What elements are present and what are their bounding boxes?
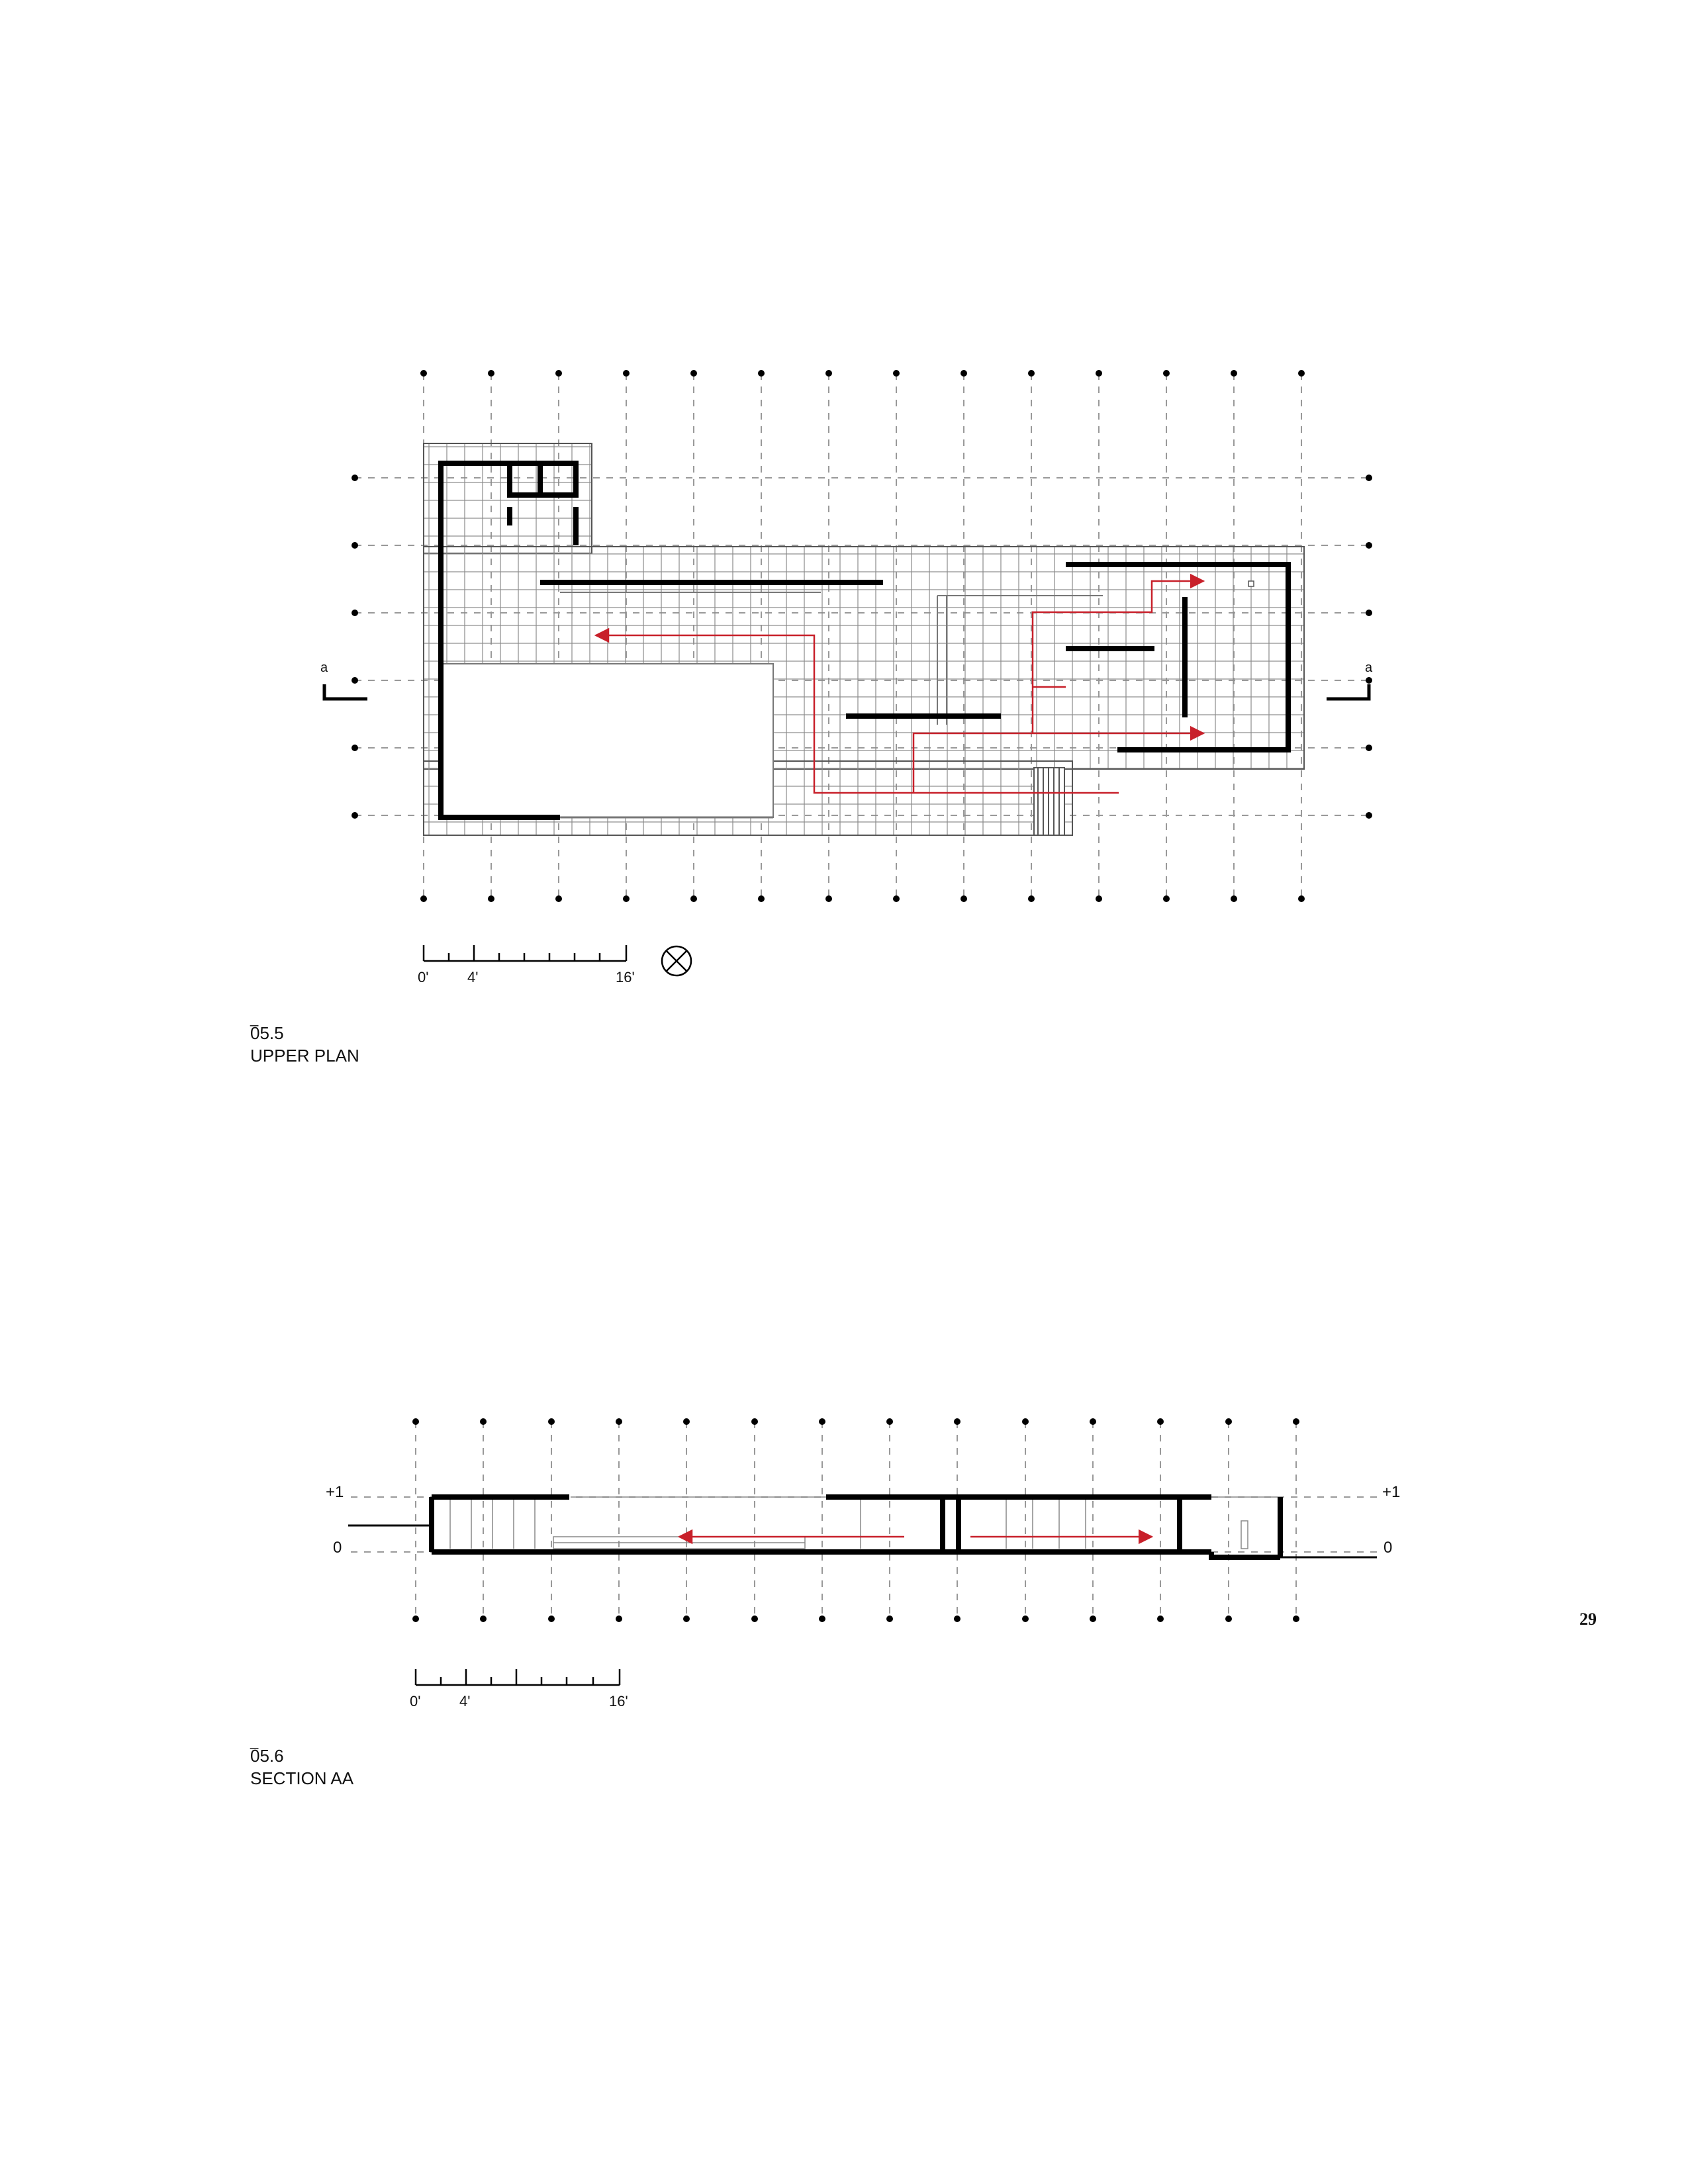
grid-dot <box>690 895 697 902</box>
grid-dot <box>1231 370 1237 377</box>
scale-label-0: 0' <box>410 1693 421 1709</box>
grid-dot <box>690 370 697 377</box>
section-elevation-lines <box>450 1497 1278 1549</box>
grid-dot <box>488 370 494 377</box>
scale-label-4: 4' <box>467 969 479 985</box>
grid-dot <box>623 370 630 377</box>
level-label-upper-right: +1 <box>1382 1483 1401 1501</box>
grid-dot <box>1366 475 1372 481</box>
grid-dot <box>1090 1418 1096 1425</box>
upper-plan <box>320 370 1373 985</box>
grid-dot <box>819 1615 825 1622</box>
grid-dot <box>1231 895 1237 902</box>
grid-dot <box>412 1418 419 1425</box>
grid-dot <box>616 1615 622 1622</box>
grid-dot <box>758 370 765 377</box>
grid-dot <box>555 370 562 377</box>
plan-caption-title: UPPER PLAN <box>250 1046 359 1066</box>
section-marker-label: a <box>320 660 328 675</box>
grid-dot <box>954 1615 961 1622</box>
section-grid-dots <box>412 1418 1299 1622</box>
north-arrow-icon <box>662 946 691 976</box>
grid-dot <box>683 1418 690 1425</box>
grid-dot <box>751 1418 758 1425</box>
grid-dot <box>825 370 832 377</box>
grid-dot <box>480 1615 487 1622</box>
grid-dot <box>893 370 900 377</box>
grid-dot <box>1157 1418 1164 1425</box>
section-scale-bar <box>416 1669 620 1685</box>
section-grid <box>351 1422 1377 1619</box>
grid-dot <box>352 745 358 751</box>
grid-dot <box>1028 370 1035 377</box>
grid-dot <box>1293 1418 1299 1425</box>
grid-dot <box>623 895 630 902</box>
plan-caption-number: 05.5 <box>250 1023 284 1043</box>
grid-dot <box>1225 1615 1232 1622</box>
grid-dot <box>412 1615 419 1622</box>
grid-dot <box>954 1418 961 1425</box>
grid-dot <box>1298 895 1305 902</box>
plan-caption <box>250 1010 359 1067</box>
grid-dot <box>886 1615 893 1622</box>
grid-dot <box>616 1418 622 1425</box>
grid-dot <box>886 1418 893 1425</box>
grid-dot <box>420 370 427 377</box>
grid-dot <box>352 812 358 819</box>
page-number: 29 <box>1579 1610 1597 1629</box>
grid-dot <box>352 542 358 549</box>
section-caption-number: 05.6 <box>250 1746 284 1766</box>
grid-dot <box>961 895 967 902</box>
grid-dot <box>825 895 832 902</box>
grid-dot <box>1022 1615 1029 1622</box>
grid-dot <box>1366 542 1372 549</box>
stair <box>1034 768 1064 835</box>
grid-dot <box>1096 895 1102 902</box>
grid-dot <box>548 1615 555 1622</box>
grid-dot <box>352 677 358 684</box>
grid-dot <box>1366 677 1372 684</box>
grid-dot <box>961 370 967 377</box>
level-label-ground-left: 0 <box>333 1539 342 1557</box>
grid-dot <box>1022 1418 1029 1425</box>
grid-dot <box>758 895 765 902</box>
grid-dot <box>1298 370 1305 377</box>
grid-dot <box>1225 1418 1232 1425</box>
grid-dot <box>1157 1615 1164 1622</box>
grid-dot <box>352 475 358 481</box>
level-label-ground-right: 0 <box>1383 1539 1393 1557</box>
caption-dash: _ <box>250 1010 259 1026</box>
caption-dash: _ <box>250 1733 259 1749</box>
grid-dot <box>548 1418 555 1425</box>
grid-dot <box>1293 1615 1299 1622</box>
grid-dot <box>480 1418 487 1425</box>
grid-dot <box>1096 370 1102 377</box>
scale-label-0: 0' <box>418 969 429 985</box>
grid-dot <box>1366 610 1372 616</box>
section-caption-title: SECTION AA <box>250 1768 354 1788</box>
scale-label-16: 16' <box>609 1693 628 1709</box>
grid-dot <box>488 895 494 902</box>
grid-dot <box>751 1615 758 1622</box>
grid-dot <box>1163 895 1170 902</box>
grid-dot <box>1090 1615 1096 1622</box>
grid-dot <box>1366 812 1372 819</box>
grid-dot <box>1163 370 1170 377</box>
grid-dot <box>819 1418 825 1425</box>
grid-dot <box>893 895 900 902</box>
scale-label-4: 4' <box>459 1693 471 1709</box>
plan-scale-bar <box>424 945 626 961</box>
section-caption <box>250 1733 354 1790</box>
grid-dot <box>1366 745 1372 751</box>
grid-dot <box>420 895 427 902</box>
scale-label-16: 16' <box>616 969 635 985</box>
grid-dot <box>683 1615 690 1622</box>
grid-dot <box>352 610 358 616</box>
grid-dot <box>1028 895 1035 902</box>
level-label-upper-left: +1 <box>326 1483 344 1501</box>
floor-tiling <box>424 443 1304 835</box>
section-aa <box>326 1418 1400 1709</box>
section-marker-label: a <box>1365 660 1373 675</box>
grid-dot <box>555 895 562 902</box>
